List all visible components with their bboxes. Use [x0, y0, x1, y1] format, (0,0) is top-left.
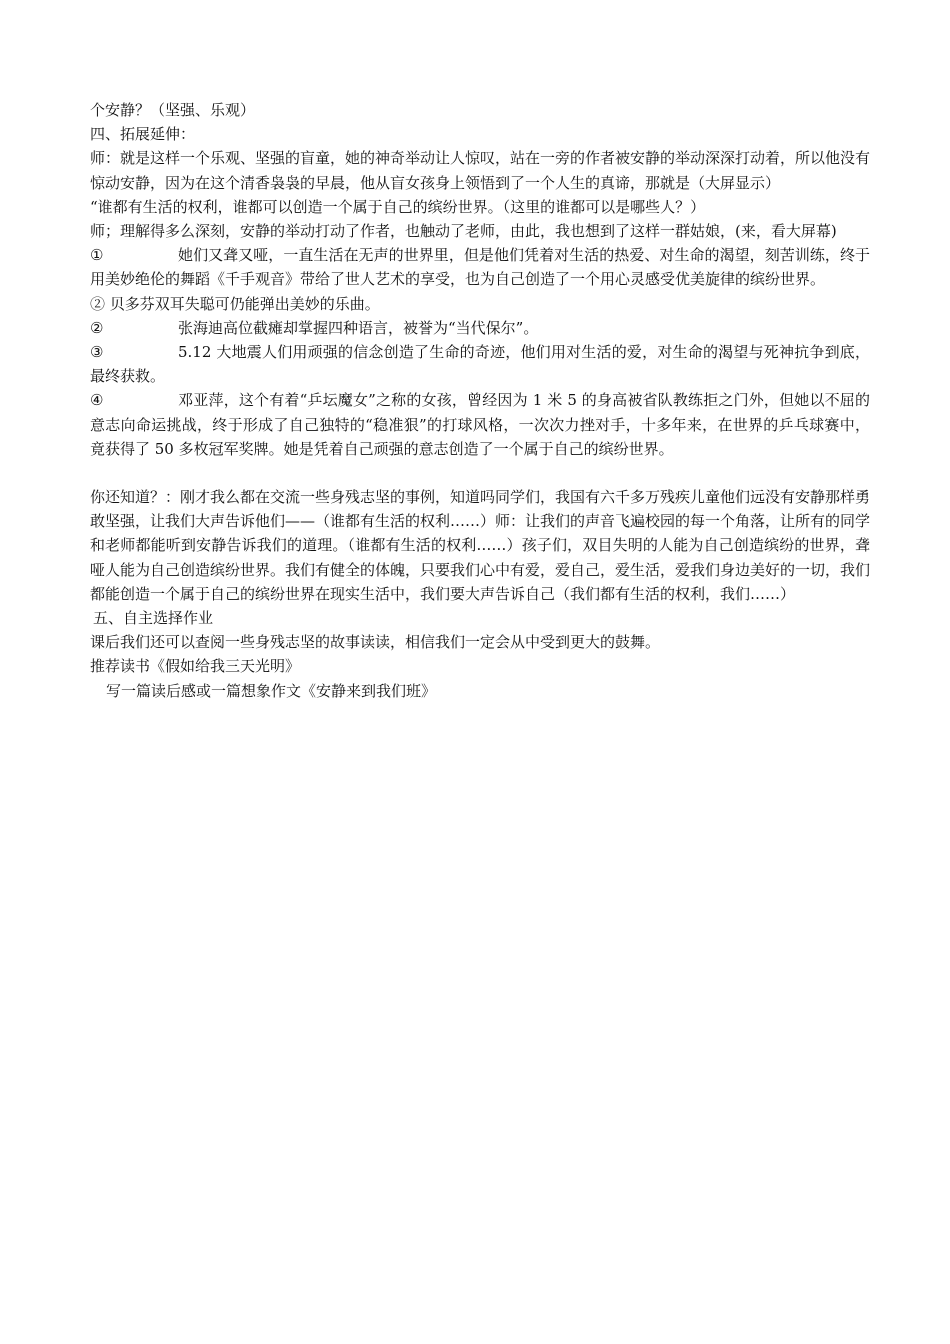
paragraph: 师；理解得多么深刻，安静的举动打动了作者，也触动了老师，由此，我也想到了这样一群姑娘，(来，看大屏幕): [90, 222, 837, 241]
section-heading: 四、拓展延伸：: [90, 125, 196, 144]
item-number: ④: [90, 391, 104, 410]
list-item: [90, 292, 870, 316]
text-line: 个安静？（坚强、乐观）: [90, 101, 256, 119]
item-text: 5.12 大地震人们用顽强的信念创造了生命的奇迹，他们用对生活的爱，对生命的渴望与死神抗争到底，最终获救。: [90, 343, 870, 386]
blank-line: [90, 461, 870, 485]
section-heading: 五、自主选择作业: [93, 609, 214, 628]
item-text: ② 贝多芬双耳失聪可仍能弹出美妙的乐曲。: [90, 294, 380, 313]
text-line: 写一篇读后感或一篇想象作文《安静来到我们班》: [106, 681, 437, 700]
item-text: 邓亚萍，这个有着“乒坛魔女”之称的女孩，曾经因为 1 米 5 的身高被省队教练拒之门外，但她以不屈的意志向命运挑战，终于形成了自己独特的“稳准狠”的打球风格，一次次力挫对手，十多年来，在世界的乒乓球赛中，竟获得了 50 多枚冠军奖牌。她是凭着自己顽强的意志创造了一个属于自己的缤纷世界。: [90, 391, 870, 458]
list-item: [90, 316, 870, 340]
item-number: ①: [90, 246, 104, 265]
item-text: 她们又聋又哑，一直生活在无声的世界里，但是他们凭着对生活的热爱、对生命的渴望，刻苦训练，终于用美妙绝伦的舞蹈《千手观音》带给了世人艺术的享受，也为自己创造了一个用心灵感受优美旋律的缤纷世界。: [90, 246, 870, 289]
list-item: [90, 340, 870, 388]
item-number: ②: [90, 318, 104, 337]
document-page: [90, 98, 870, 703]
item-text: 张海迪高位截瘫却掌握四种语言，被誉为“当代保尔”。: [178, 318, 539, 337]
paragraph: 课后我们还可以查阅一些身残志坚的故事读读，相信我们一定会从中受到更大的鼓舞。: [90, 633, 661, 652]
list-item: [90, 388, 870, 461]
paragraph: 你还知道？：刚才我么都在交流一些身残志坚的事例，知道吗同学们，我国有六千多万残疾儿童他们远没有安静那样勇敢坚强，让我们大声告诉他们——（谁都有生活的权利……）师：让我们的声音飞遍校园的每一个角落，让所有的同学和老师都能听到安静告诉我们的道理。（谁都有生活的权利……）孩子们，双目失明的人能为自己创造缤纷的世界，聋哑人能为自己创造缤纷世界。我们有健全的体魄，只要我们心中有爱，爱自己，爱生活，爱我们身边美好的一切，我们都能创造一个属于自己的缤纷世界在现实生活中，我们要大声告诉自己（我们都有生活的权利，我们……）: [90, 488, 871, 603]
list-item: [90, 243, 870, 291]
quote-line: “谁都有生活的权利，谁都可以创造一个属于自己的缤纷世界。（这里的谁都可以是哪些人？）: [90, 197, 706, 216]
item-number: ③: [90, 343, 104, 362]
paragraph: 师：就是这样一个乐观、坚强的盲童，她的神奇举动让人惊叹，站在一旁的作者被安静的举动深深打动着，所以他没有惊动安静，因为在这个清香袅袅的早晨，他从盲女孩身上领悟到了一个人生的真谛，那就是（大屏显示）: [90, 149, 871, 192]
text-line: 推荐读书《假如给我三天光明》: [90, 657, 301, 676]
